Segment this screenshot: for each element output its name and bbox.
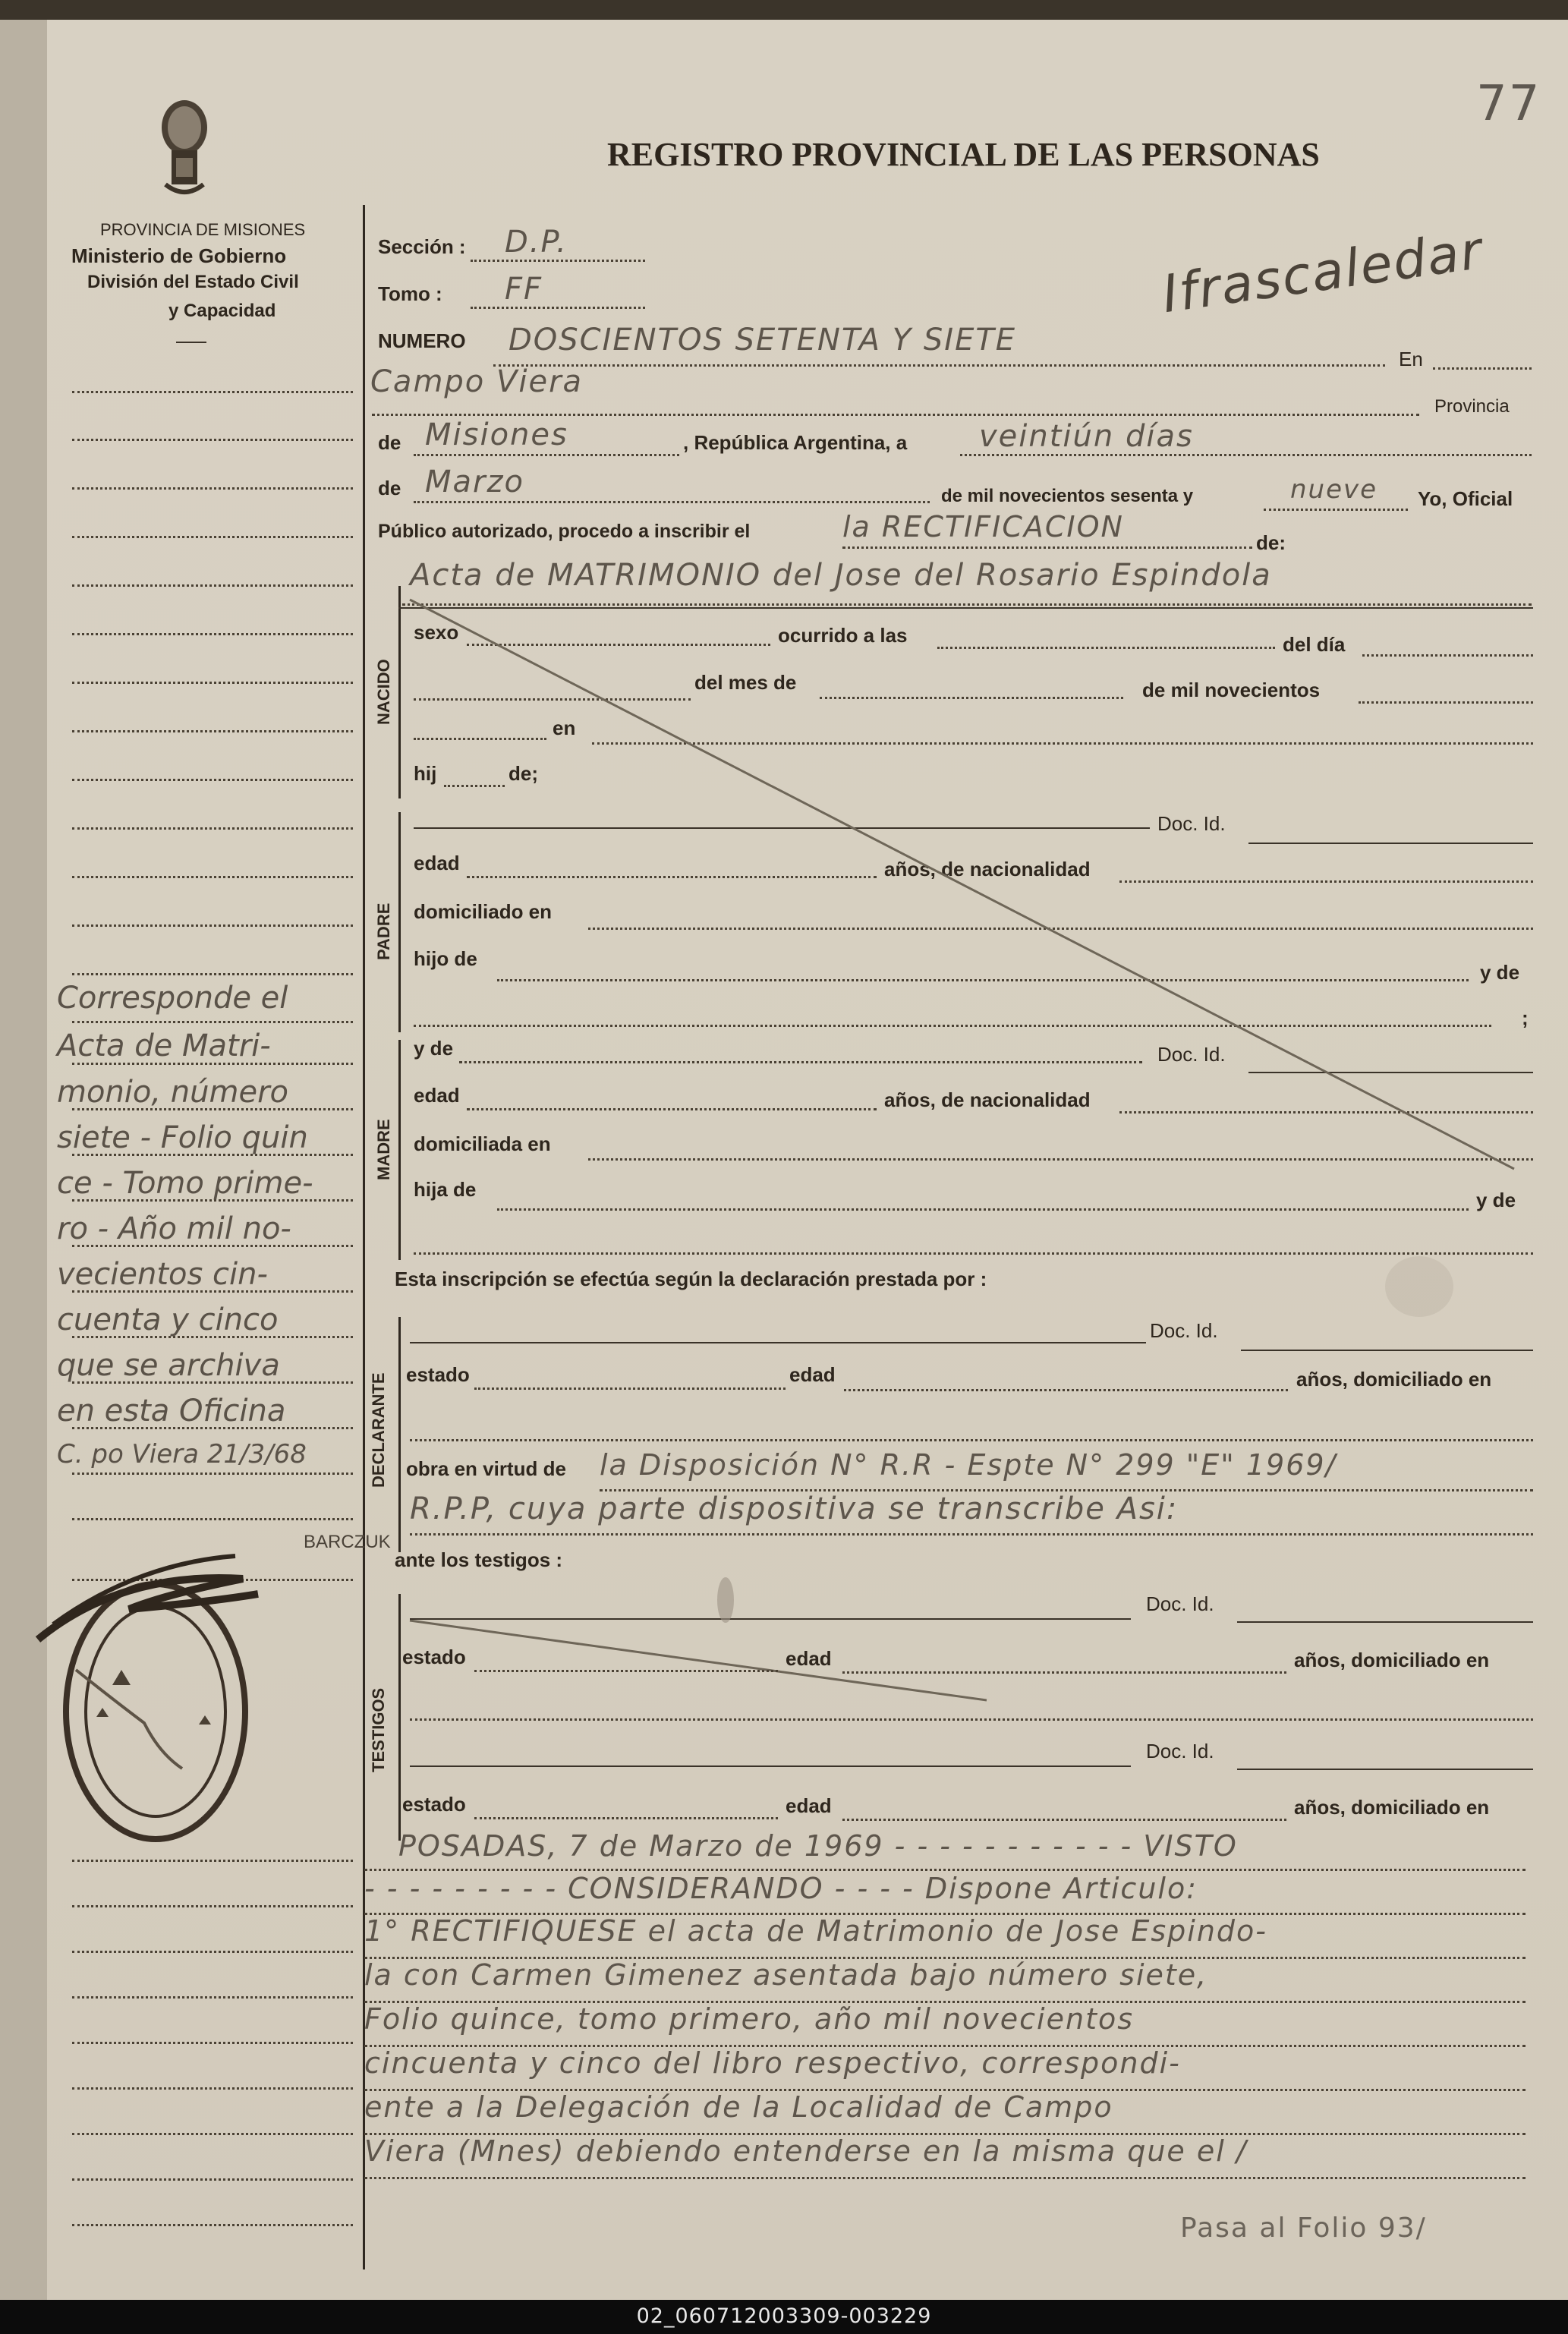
year-text: de mil novecientos sesenta y bbox=[941, 486, 1194, 506]
seccion-label: Sección : bbox=[378, 235, 466, 258]
testigo2-estado-line bbox=[474, 1817, 778, 1819]
body-rule-1 bbox=[364, 1869, 1525, 1871]
nacido-de-mil: de mil novecientos bbox=[1142, 679, 1321, 701]
testigo1-edad-line bbox=[842, 1671, 1286, 1674]
madre-anios: años, de nacionalidad bbox=[884, 1088, 1091, 1111]
margin-rule bbox=[72, 1473, 353, 1475]
padre-doc-id: Doc. Id. bbox=[1157, 812, 1226, 835]
publico-text: Público autorizado, procedo a inscribir el bbox=[378, 521, 751, 542]
nacido-section-label: NACIDO bbox=[374, 659, 393, 725]
margin-rule bbox=[72, 536, 353, 538]
nacido-sexo: sexo bbox=[414, 621, 459, 644]
margin-rule bbox=[72, 730, 353, 732]
margin-rule bbox=[72, 391, 353, 393]
declarante-estado-line bbox=[474, 1387, 786, 1390]
declarante-edad-line bbox=[844, 1389, 1288, 1391]
body-line-1: POSADAS, 7 de Marzo de 1969 - - - - - - - - - - - VISTO bbox=[398, 1829, 1238, 1863]
margin-rule bbox=[72, 2087, 353, 2090]
testigo1-estado: estado bbox=[402, 1646, 466, 1668]
margin-rule bbox=[72, 1951, 353, 1953]
yo-oficial: Yo, Oficial bbox=[1418, 487, 1513, 510]
testigo2-anios: años, domiciliado en bbox=[1294, 1796, 1490, 1819]
margin-note-11: C. po Viera 21/3/68 bbox=[57, 1439, 307, 1469]
scan-footer bbox=[0, 2300, 1568, 2334]
declarante-dom-line bbox=[410, 1439, 1533, 1441]
padre-edad: edad bbox=[414, 852, 460, 874]
tomo-label: Tomo : bbox=[378, 282, 442, 305]
madre-doc-id: Doc. Id. bbox=[1157, 1043, 1226, 1066]
declaracion-text: Esta inscripción se efectúa según la declaración prestada por : bbox=[395, 1268, 987, 1290]
padre-domiciliado: domiciliado en bbox=[414, 900, 553, 923]
margin-rule bbox=[72, 2224, 353, 2226]
margin-rule bbox=[72, 1518, 353, 1520]
testigo2-edad: edad bbox=[786, 1794, 832, 1817]
margin-note-3: monio, número bbox=[57, 1075, 288, 1110]
declarante-edad: edad bbox=[789, 1363, 836, 1386]
madre-domiciliada: domiciliada en bbox=[414, 1132, 551, 1155]
testigo2-top-line bbox=[410, 1765, 1131, 1767]
org-line-1: PROVINCIA DE MISIONES bbox=[100, 220, 306, 239]
margin-rule bbox=[72, 827, 353, 830]
margin-rule bbox=[72, 2178, 353, 2181]
declarante-bracket bbox=[398, 1317, 401, 1552]
margin-rule bbox=[72, 1021, 353, 1023]
madre-y-de: y de bbox=[414, 1037, 454, 1060]
body-line-6: cincuenta y cinco del libro respectivo, correspondi- bbox=[364, 2046, 1181, 2080]
provincia-label: Provincia bbox=[1434, 396, 1510, 417]
padre-hijo-de: hijo de bbox=[414, 947, 477, 970]
official-seal-stamp bbox=[30, 1526, 334, 1882]
testigo1-edad: edad bbox=[786, 1647, 832, 1670]
margin-note-6: ro - Año mil no- bbox=[57, 1211, 291, 1246]
margin-note-7: vecientos cin- bbox=[57, 1257, 268, 1292]
official-signature: Ifrascaledar bbox=[1158, 220, 1488, 326]
madre-section-label: MADRE bbox=[374, 1119, 393, 1180]
testigo1-dom-line bbox=[410, 1718, 1533, 1721]
padre-y-de: y de bbox=[1480, 961, 1520, 984]
margin-rule bbox=[72, 633, 353, 635]
acta-value: Acta de MATRIMONIO del Jose del Rosario Espindola bbox=[410, 558, 1272, 593]
madre-y-de-end: y de bbox=[1476, 1189, 1516, 1211]
obra-label: obra en virtud de bbox=[406, 1457, 566, 1480]
margin-note-2: Acta de Matri- bbox=[57, 1028, 271, 1063]
margin-name: BARCZUK bbox=[304, 1532, 391, 1552]
year-value: nueve bbox=[1290, 474, 1378, 505]
body-line-2: - - - - - - - - - CONSIDERANDO - - - - Dispone Articulo: bbox=[364, 1872, 1198, 1905]
nacido-en: en bbox=[553, 717, 576, 739]
inscribir-value: la RECTIFICACION bbox=[842, 510, 1124, 543]
margin-rule bbox=[72, 876, 353, 878]
pasa-al-folio: Pasa al Folio 93/ bbox=[1180, 2213, 1427, 2244]
nacido-hij: hij bbox=[414, 762, 437, 785]
obra-value: la Disposición N° R.R - Espte N° 299 "E" 1969/ bbox=[600, 1448, 1337, 1482]
margin-note-5: ce - Tomo prime- bbox=[57, 1166, 313, 1201]
obra-value-2: R.P.P, cuya parte dispositiva se transcribe Asi: bbox=[410, 1491, 1179, 1526]
nacido-del-mes: del mes de bbox=[694, 671, 797, 694]
en-label: En bbox=[1399, 348, 1423, 370]
org-line-4: y Capacidad bbox=[168, 301, 276, 321]
body-rule-8 bbox=[364, 2177, 1525, 2179]
testigo2-edad-line bbox=[842, 1819, 1286, 1821]
republica-label: , República Argentina, a bbox=[683, 431, 908, 454]
testigo1-doc-id: Doc. Id. bbox=[1146, 1592, 1214, 1615]
declarante-section-label: DECLARANTE bbox=[369, 1372, 388, 1488]
ink-smudge bbox=[717, 1577, 734, 1623]
testigo1-top-line bbox=[410, 1618, 1131, 1620]
padre-semicolon: ; bbox=[1522, 1006, 1529, 1029]
declarante-anios: años, domiciliado en bbox=[1296, 1368, 1492, 1391]
madre-hija-de: hija de bbox=[414, 1178, 477, 1201]
margin-note-9: que se archiva bbox=[57, 1348, 280, 1383]
declarante-estado: estado bbox=[406, 1363, 470, 1386]
margin-rule bbox=[72, 439, 353, 441]
margin-rule bbox=[72, 924, 353, 927]
margin-note-10: en esta Oficina bbox=[57, 1394, 286, 1428]
document-title: REGISTRO PROVINCIAL DE LAS PERSONAS bbox=[607, 136, 1320, 173]
margin-note-8: cuenta y cinco bbox=[57, 1302, 279, 1337]
body-line-8: Viera (Mnes) debiendo entenderse en la misma que el / bbox=[364, 2134, 1248, 2168]
nacido-del-dia: del día bbox=[1283, 633, 1346, 656]
ante-testigos: ante los testigos : bbox=[395, 1548, 563, 1571]
margin-rule bbox=[72, 2133, 353, 2135]
nacido-ocurrido: ocurrido a las bbox=[778, 624, 908, 647]
declarante-top-line bbox=[410, 1342, 1146, 1343]
body-line-3: 1° RECTIFIQUESE el acta de Matrimonio de Jose Espindo- bbox=[364, 1914, 1267, 1948]
body-line-4: la con Carmen Gimenez asentada bajo número siete, bbox=[364, 1958, 1208, 1992]
body-line-5: Folio quince, tomo primero, año mil novecientos bbox=[364, 2002, 1135, 2036]
month-value: Marzo bbox=[425, 465, 524, 499]
padre-section-label: PADRE bbox=[374, 902, 393, 960]
margin-rule bbox=[72, 973, 353, 975]
testigo1-doc-line bbox=[1237, 1621, 1533, 1623]
province-value: Misiones bbox=[425, 417, 568, 452]
org-line-3: División del Estado Civil bbox=[87, 272, 299, 292]
margin-rule bbox=[72, 2042, 353, 2044]
margin-rule bbox=[72, 584, 353, 587]
margin-rule bbox=[72, 487, 353, 490]
margin-note-1: Corresponde el bbox=[57, 981, 288, 1016]
testigos-section-label: TESTIGOS bbox=[369, 1687, 388, 1772]
padre-anios: años, de nacionalidad bbox=[884, 858, 1091, 880]
month-prefix: de bbox=[378, 477, 401, 499]
margin-note-4: siete - Folio quin bbox=[57, 1120, 308, 1155]
numero-label: NUMERO bbox=[378, 329, 466, 352]
obra-line-2 bbox=[410, 1533, 1533, 1536]
testigo1-anios: años, domiciliado en bbox=[1294, 1649, 1490, 1671]
ink-smudge bbox=[1385, 1256, 1453, 1317]
testigo2-estado: estado bbox=[402, 1793, 466, 1816]
margin-rule bbox=[72, 682, 353, 684]
page-number: 77 bbox=[1476, 76, 1541, 132]
testigos-bracket bbox=[398, 1594, 401, 1841]
day-value: veintiún días bbox=[979, 419, 1194, 454]
org-line-2: Ministerio de Gobierno bbox=[71, 244, 287, 267]
margin-rule bbox=[72, 1905, 353, 1907]
body-line-7: ente a la Delegación de la Localidad de Campo bbox=[364, 2090, 1113, 2124]
nacido-de: de; bbox=[508, 762, 538, 785]
testigo2-doc-id: Doc. Id. bbox=[1146, 1740, 1214, 1762]
scan-id: 02_060712003309-003229 bbox=[636, 2304, 932, 2328]
seccion-value: D.P. bbox=[505, 225, 568, 260]
tomo-value: FF bbox=[505, 272, 543, 307]
de-colon: de: bbox=[1256, 531, 1286, 554]
declarante-doc-line bbox=[1241, 1350, 1533, 1351]
declarante-doc-id: Doc. Id. bbox=[1150, 1319, 1218, 1342]
de-label: de bbox=[378, 431, 401, 454]
locality-value: Campo Viera bbox=[370, 364, 584, 399]
testigo1-estado-line bbox=[474, 1670, 778, 1672]
testigo2-doc-line bbox=[1237, 1769, 1533, 1770]
madre-edad: edad bbox=[414, 1084, 460, 1107]
numero-value: DOSCIENTOS SETENTA Y SIETE bbox=[508, 323, 1017, 358]
margin-rule bbox=[72, 779, 353, 781]
margin-rule bbox=[72, 1996, 353, 1999]
